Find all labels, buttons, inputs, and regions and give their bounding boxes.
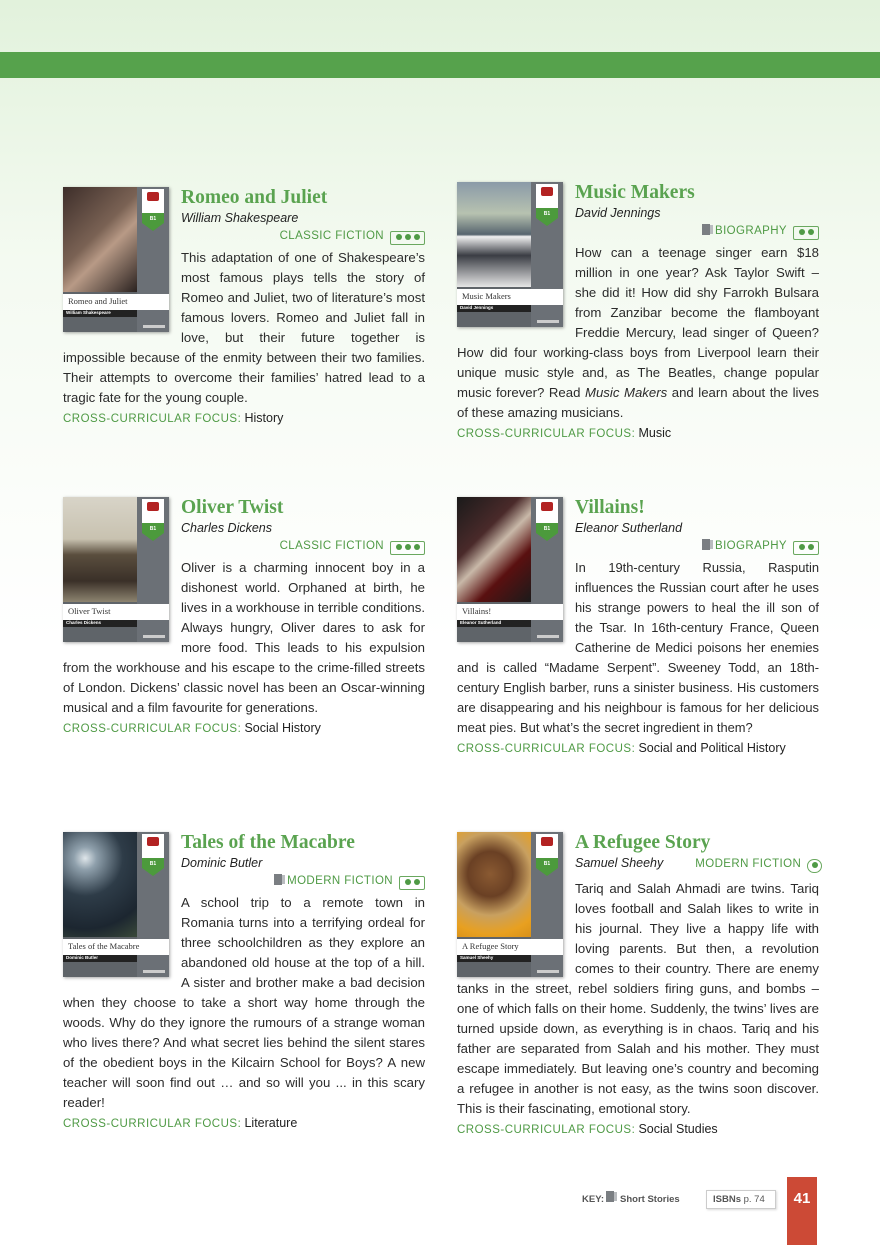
key-label: KEY: — [582, 1194, 604, 1205]
cross-curricular-focus: CROSS-CURRICULAR FOCUS: History — [63, 411, 284, 425]
book-description: In 19th-century Russia, Rasputin influences the Russian court after he uses his strange powers to heal the ill son of the Tsar. In 16th-century France, Queen Catherine de Medici poisons her enemies and is called “Madame Serpent”. Sweeney Todd, an 18th-century English barber, runs a sinister business. His customers are disappearing and his neighbour is famous for her delicious meat pies. But what’s the secret ingredient in them? — [457, 560, 819, 735]
page-footer — [0, 1180, 880, 1240]
book-description: How can a teenage singer earn $18 million in one year? Ask Taylor Swift – she did it! How did shy Farrokh Bulsara from Zanzibar become the flamboyant Freddie Mercury, lead singer of Queen? How did four working-class boys from Liverpool learn their unique music style and, as The Beatles, change popular music forever? Read Music Makers and learn about the lives of these amazing musicians. — [457, 245, 819, 420]
book-description: Tariq and Salah Ahmadi are twins. Tariq loves football and Salah likes to write in his journal. They live a happy life with loving parents. But then, a revolution comes to their country. There are enemy tanks in the street, rebel soldiers firing guns, and bombs – one of which falls on their home. Suddenly, the twins’ lives are turned upside down, as everything is in chaos. Tariq and his father are separated from Salah and his mother. They must escape immediately. But leaving one’s country and becoming a refugee in another is not easy, as the twins soon discover. This is their fascinating, emotional story. — [457, 881, 819, 1116]
cross-curricular-focus: CROSS-CURRICULAR FOCUS: Social History — [63, 721, 321, 735]
book-entry-a-refugee-story — [457, 832, 819, 1140]
cover-title: Music Makers — [462, 291, 511, 301]
cover-author: Eleanor Sutherland — [460, 620, 502, 625]
cover-title: A Refugee Story — [462, 941, 519, 951]
cross-curricular-focus: CROSS-CURRICULAR FOCUS: Literature — [63, 1116, 298, 1130]
cross-curricular-focus: CROSS-CURRICULAR FOCUS: Social and Political History — [457, 741, 786, 755]
book-author: David Jennings — [575, 206, 661, 220]
book-cover — [457, 497, 563, 642]
level-badge — [142, 834, 164, 868]
book-cover — [63, 497, 169, 642]
level-dots-icon — [390, 231, 425, 245]
book-title: Music Makers — [575, 182, 695, 203]
level-dots-icon — [390, 541, 425, 555]
short-stories-icon — [702, 539, 710, 550]
book-author: Dominic Butler — [181, 856, 263, 870]
genre-label: MODERN FICTION — [695, 855, 822, 874]
level-badge — [536, 499, 558, 533]
cover-title: Tales of the Macabre — [68, 941, 140, 951]
cover-author: Samuel Sheehy — [460, 955, 494, 960]
cover-photo — [457, 182, 531, 287]
level-badge — [536, 184, 558, 218]
page-number: 41 — [787, 1177, 817, 1245]
cover-author: Charles Dickens — [66, 620, 102, 625]
level-badge — [142, 499, 164, 533]
short-stories-icon — [702, 224, 710, 235]
book-title: Villains! — [575, 497, 645, 518]
cover-title: Oliver Twist — [68, 606, 111, 616]
level-dots-icon — [807, 859, 822, 873]
genre-label: CLASSIC FICTION — [63, 227, 425, 246]
book-entry-tales-of-the-macabre — [63, 832, 425, 1134]
cover-photo — [63, 497, 137, 602]
book-title: Romeo and Juliet — [181, 187, 328, 208]
cover-photo — [63, 187, 137, 292]
book-entry-romeo-and-juliet — [63, 187, 425, 429]
book-cover — [457, 182, 563, 327]
book-author: Eleanor Sutherland — [575, 521, 683, 535]
cover-level: B1 — [543, 211, 551, 217]
cover-title: Romeo and Juliet — [68, 296, 128, 306]
cover-author: William Shakespeare — [66, 310, 111, 315]
book-cover — [457, 832, 563, 977]
genre-label: MODERN FICTION — [63, 872, 425, 891]
cover-author: Dominic Butler — [66, 955, 99, 960]
book-cover — [63, 832, 169, 977]
book-title: A Refugee Story — [575, 832, 711, 853]
book-author: William Shakespeare — [181, 211, 299, 225]
cross-curricular-focus: CROSS-CURRICULAR FOCUS: Social Studies — [457, 1122, 718, 1136]
cover-level: B1 — [149, 861, 157, 867]
short-stories-icon — [274, 874, 282, 885]
book-cover — [63, 187, 169, 332]
book-entry-music-makers — [457, 182, 819, 444]
book-author: Samuel Sheehy MODERN FICTION — [457, 854, 819, 876]
isbn-reference: ISBNs p. 74 — [706, 1190, 776, 1209]
level-dots-icon — [399, 876, 425, 890]
cross-curricular-focus: CROSS-CURRICULAR FOCUS: Music — [457, 426, 672, 440]
genre-label: CLASSIC FICTION — [63, 537, 425, 556]
level-dots-icon — [793, 226, 819, 240]
genre-label: BIOGRAPHY — [457, 537, 819, 556]
cover-title: Villains! — [462, 606, 492, 616]
book-title: Tales of the Macabre — [181, 832, 355, 853]
book-entry-villains — [457, 497, 819, 759]
cover-level: B1 — [149, 216, 157, 222]
cover-photo — [63, 832, 137, 937]
cover-photo — [457, 832, 531, 937]
level-badge — [142, 189, 164, 223]
cover-photo — [457, 497, 531, 602]
genre-label: BIOGRAPHY — [457, 222, 819, 241]
book-description: This adaptation of one of Shakespeare’s most famous plays tells the story of Romeo and Juliet, two of literature’s most famous lovers. Romeo and Juliet fall in love, but their future together is impossible because of the enmity between their two families. Their attempts to overcome their families’ hatred lead to a tragic fate for the young couple. — [63, 250, 425, 405]
key-text: Short Stories — [620, 1194, 680, 1205]
cover-level: B1 — [149, 526, 157, 532]
level-dots-icon — [793, 541, 819, 555]
book-entry-oliver-twist — [63, 497, 425, 739]
cover-author: David Jennings — [460, 305, 494, 310]
level-badge — [536, 834, 558, 868]
cover-level: B1 — [543, 526, 551, 532]
book-description: Oliver is a charming innocent boy in a dishonest world. Orphaned at birth, he lives in a workhouse in terrible conditions. Always hungry, Oliver dares to ask for more food. This leads to his expulsion from the workhouse and his escape to the crime-filled streets of London. Dickens’ classic novel has been an Oscar-winning musical and a film favourite for generations. — [63, 560, 425, 715]
header-band — [0, 52, 880, 78]
cover-level: B1 — [543, 861, 551, 867]
short-stories-icon — [606, 1191, 614, 1202]
book-description: A school trip to a remote town in Romania turns into a terrifying ordeal for three schoolchildren as they explore an abandoned old house at the top of a hill. A sister and brother make a bad decision when they choose to take a short way home through the woods. Why do they ignore the rumours of a strange woman who lives there? And what secret lies behind the silent stares of the obedient boys in the Kilcairn School for Boys? A new teacher will soon find out … and so will you ... in this scary reader! — [63, 895, 425, 1110]
book-title: Oliver Twist — [181, 497, 284, 518]
book-author: Charles Dickens — [181, 521, 273, 535]
